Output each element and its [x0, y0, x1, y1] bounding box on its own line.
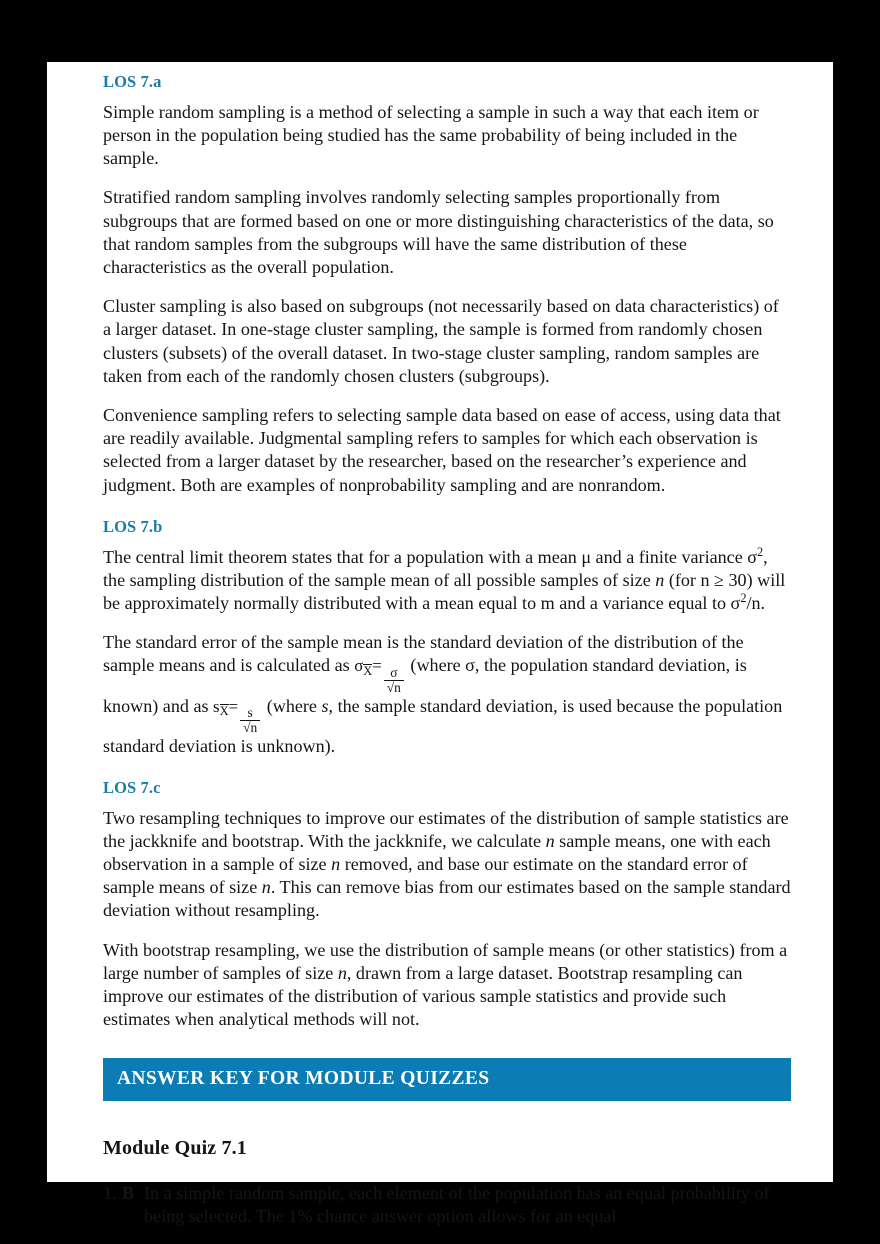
bootstrap-text-part-2: , drawn from a large dataset. Bootstrap resampling can improve our estimates of the distribution of various sample statistics and provide such estimates when analytical methods will not.	[103, 962, 743, 1030]
equals-sign-1: =	[372, 656, 382, 676]
equals-sign-2: =	[228, 696, 239, 716]
standard-error-text-part-2: (where σ, the population standard deviation, is known) and as	[103, 655, 747, 716]
formula-sigma-x-bar	[354, 656, 406, 695]
quiz-title: Module Quiz 7.1	[103, 1136, 247, 1159]
paragraph-cluster-sampling: Cluster sampling is also based on subgroups (not necessarily based on data characteristics) of a larger dataset. In one-stage cluster sampling, the sample is formed from randomly chosen clusters (subsets) of the overall dataset. In two-stage cluster sampling, random samples are taken from each of the randomly chosen clusters (subgroups).	[103, 296, 779, 386]
sigma-squared-exponent-1: 2	[757, 544, 764, 559]
variable-n-italic-bs-1: n	[337, 962, 347, 983]
standard-error-text-part-1: The standard error of the sample mean is the standard deviation of the distribution of the sample means and is calculated as	[103, 632, 744, 676]
radical-sign-1: √	[386, 679, 395, 695]
paragraph-convenience-sampling: Convenience sampling refers to selecting sample data based on ease of access, using data that are readily available. Judgmental sampling refers to samples for which each observation is selected from a larger dataset by the researcher, based on the researcher’s experience and judgment. Both are examples of nonprobability sampling and are nonrandom.	[103, 405, 781, 495]
formula-s-x-bar	[213, 696, 262, 735]
x-bar-overline-2: X	[219, 704, 229, 719]
x-bar-overline: X	[363, 663, 373, 678]
fraction-numerator-sigma: σ	[390, 665, 398, 681]
document-page	[47, 62, 833, 1227]
jackknife-text-part-1: Two resampling techniques to improve our estimates of the distribution of sample statistics are the jackknife and bootstrap. With the jackknife, we calculate	[103, 807, 789, 851]
answer-key-banner: ANSWER KEY FOR MODULE QUIZZES	[103, 1058, 791, 1101]
radical-sign-2: √	[243, 719, 251, 735]
sigma-squared-exponent-2: 2	[740, 591, 747, 606]
paragraph-stratified-random-sampling: Stratified random sampling involves randomly selecting samples proportionally from subgroups that are formed based on one or more distinguishing characteristics of the data, so that random samples from the subgroups will have the same distribution of these characteristics as the overall population.	[103, 187, 774, 278]
fraction-denominator-sqrt-n-2	[240, 720, 260, 735]
variable-s-italic: s	[321, 695, 329, 716]
x-bar-subscript-2	[220, 704, 229, 718]
variable-n-italic-jk-3: n	[261, 877, 271, 898]
jackknife-text-part-2: sample means, one with each observation in a sample of size	[103, 830, 771, 875]
page-content	[47, 62, 833, 1032]
paragraph-jackknife	[103, 807, 791, 923]
variable-n-italic-jk-1: n	[545, 830, 555, 851]
bootstrap-text-part-1: With bootstrap resampling, we use the distribution of sample means (or other statistics) from a large number of samples of size	[103, 939, 788, 983]
paragraph-simple-random-sampling: Simple random sampling is a method of selecting a sample in such a way that each item or person in the population being studied has the same probability of being included in the sample.	[103, 101, 759, 169]
jackknife-text-part-4: . This can remove bias from our estimates based on the sample standard deviation without resampling.	[103, 877, 791, 921]
heading-los-7a: LOS 7.a	[103, 72, 162, 91]
radicand-n-2: n	[250, 719, 258, 735]
paragraph-central-limit-theorem	[103, 546, 791, 616]
answer-explanation: In a simple random sample, each element of the population has an equal probability of being selected. The 1% chance answer option allows for an equal	[144, 1182, 770, 1227]
variable-n-italic-clt: n	[655, 569, 665, 590]
fraction-denominator-sqrt-n	[384, 680, 404, 695]
fraction-sigma-over-sqrt-n	[384, 666, 404, 694]
fraction-s-over-sqrt-n	[240, 706, 260, 734]
variable-n-italic-jk-2: n	[331, 854, 341, 875]
heading-los-7c: LOS 7.c	[103, 777, 161, 797]
fraction-numerator-s: s	[247, 705, 253, 721]
clt-text-part-1: The central limit theorem states that for a population with a mean μ and a finite variance σ	[103, 546, 758, 567]
paragraph-bootstrap	[103, 939, 791, 1032]
clt-text-part-2: , the sampling distribution of the sample mean of all possible samples of size	[103, 546, 768, 590]
jackknife-text-part-3: removed, and base our estimate on the standard error of sample means of size	[103, 854, 748, 898]
clt-text-part-4: /n.	[746, 593, 766, 614]
standard-error-text-part-4: , the sample standard deviation, is used because the population standard deviation is unknown).	[103, 695, 783, 756]
radicand-n-1: n	[394, 679, 401, 695]
quiz-section	[47, 1101, 833, 1229]
paragraph-standard-error	[103, 631, 791, 758]
answer-number: 1.	[103, 1182, 117, 1203]
s-symbol: s	[213, 696, 220, 716]
heading-los-7b: LOS 7.b	[103, 516, 163, 536]
answer-letter: B	[122, 1182, 135, 1203]
x-bar-subscript	[363, 664, 372, 678]
standard-error-text-part-3: (where	[262, 695, 322, 716]
clt-text-part-3: (for n ≥ 30) will be approximately normally distributed with a mean equal to m and a variance equal to σ	[103, 569, 786, 614]
sigma-symbol: σ	[354, 656, 364, 676]
answer-list-item	[103, 1182, 791, 1229]
